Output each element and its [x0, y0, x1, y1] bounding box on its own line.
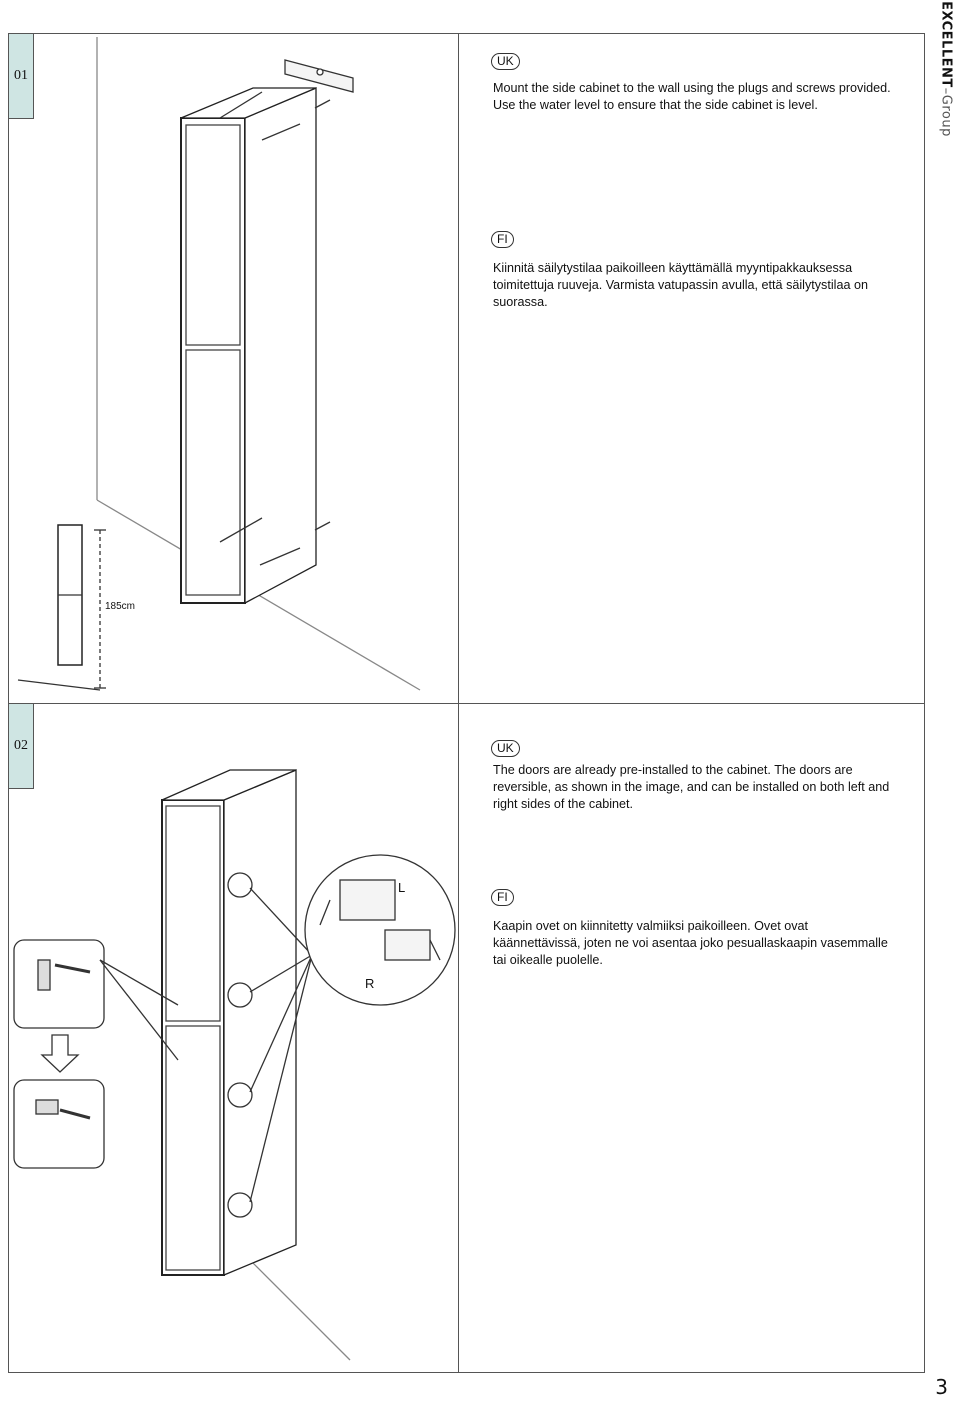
brand-name: EXCELLENT: [938, 1, 954, 88]
instruction-text-uk: The doors are already pre-installed to the cabinet. The doors are reversible, as shown in the image, and can be installed on both left and right sides of the cabinet.: [493, 763, 890, 811]
brand-logo: EXCELLENT–Group: [938, 1, 954, 137]
language-tag-uk: UK: [491, 740, 520, 757]
hinge-label-right: R: [365, 976, 375, 991]
brand-suffix: Group: [938, 94, 954, 137]
page-number: 3: [935, 1375, 948, 1399]
step-number-02: 02: [8, 703, 34, 789]
instruction-text-uk: Mount the side cabinet to the wall using the plugs and screws provided. Use the water level to ensure that the side cabinet is level.: [493, 81, 891, 112]
step-number-01: 01: [8, 33, 34, 119]
language-tag-fi: FI: [491, 889, 514, 906]
height-dimension-label: 185cm: [105, 601, 136, 612]
language-tag-fi: FI: [491, 231, 514, 248]
language-tag-uk: UK: [491, 53, 520, 70]
instruction-text-fi: Kaapin ovet on kiinnitetty valmiiksi paikoilleen. Ovet ovat käännettävissä, joten ne voi asentaa joko pesuallaskaapin vasemmalle tai oikealle puolelle.: [493, 919, 888, 967]
instruction-text-fi: Kiinnitä säilytystilaa paikoilleen käyttämällä myyntipakkauksessa toimitettuja ruuveja. Varmista vatupassin avulla, että säilytystilaa on suorassa.: [493, 261, 868, 309]
hinge-label-left: L: [398, 880, 406, 895]
